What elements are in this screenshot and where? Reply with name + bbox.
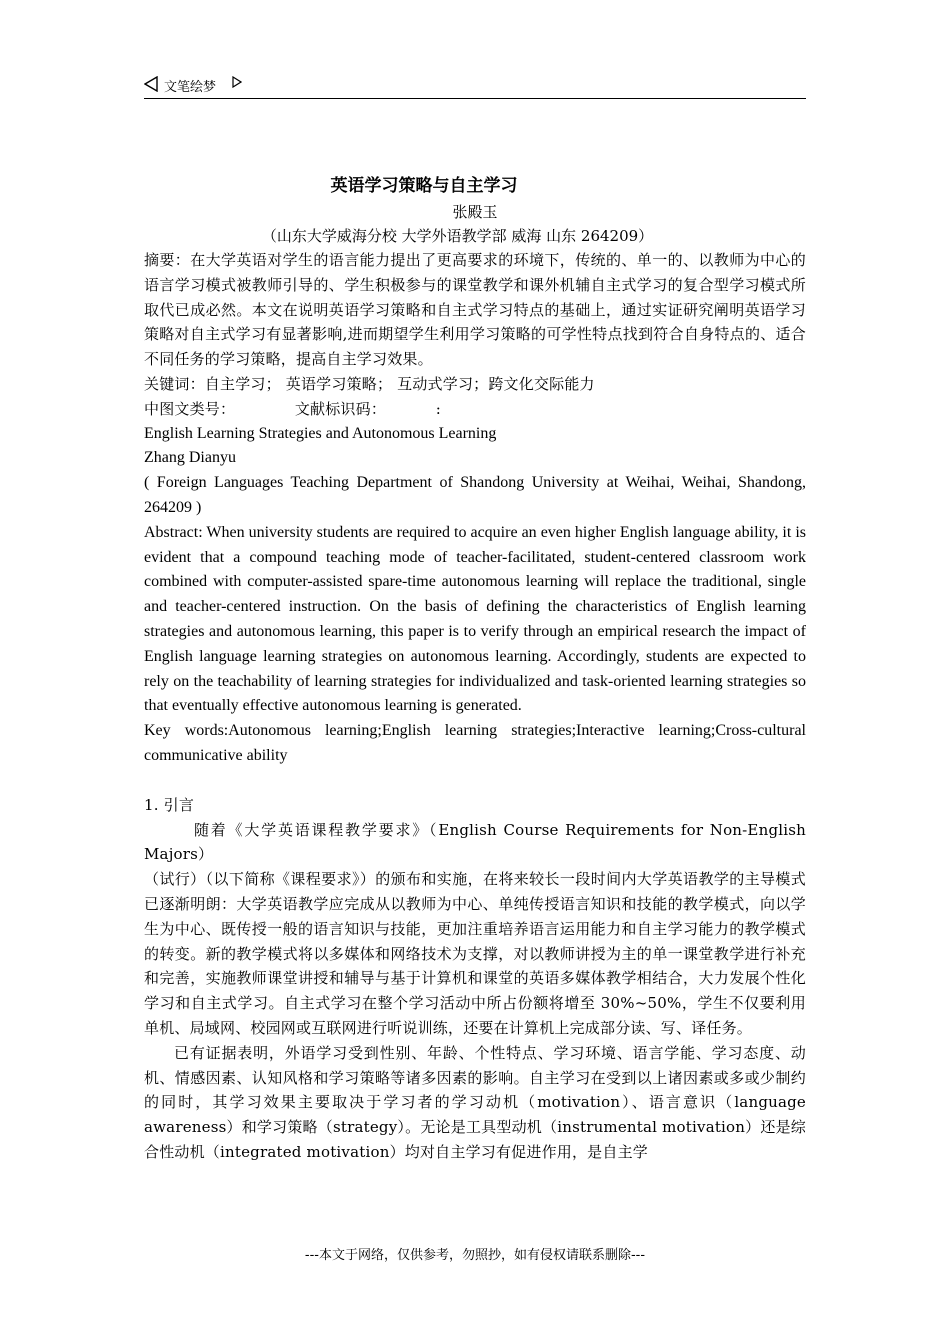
abstract-cn: 摘要：在大学英语对学生的语言能力提出了更高要求的环境下，传统的、单一的、以教师为中心的语言学习模式被教师引导的、学生积极参与的课堂教学和课外机辅自主式学习的复合型学习模式所取代已成必然。本文在说明英语学习策略和自主式学习特点的基础上，通过实证研究阐明英语学习策略对自主式学习有显著影响,进而期望学生利用学习策略的可学性特点找到符合自身特点的、适合不同任务的学习策略，提高自主学习效果。 bbox=[144, 251, 806, 369]
author-cn: 张殿玉 bbox=[452, 203, 498, 221]
page-header bbox=[144, 72, 806, 99]
keywords-cn: 关键词：自主学习； 英语学习策略； 互动式学习；跨文化交际能力 bbox=[144, 374, 595, 393]
affiliation-en: ( Foreign Languages Teaching Department of Shandong University at Weihai, Weihai, Shandong, 264209 ) bbox=[144, 474, 806, 516]
paper-title-en: English Learning Strategies and Autonomous Learning bbox=[144, 424, 497, 442]
keywords-en: Key words:Autonomous learning;English learning strategies;Interactive learning;Cross-cultural communicative ability bbox=[144, 722, 806, 764]
classification-line: 中图文类号： 文献标识码： : bbox=[144, 399, 441, 418]
section-paragraph-2: （试行）（以下简称《课程要求》）的颁布和实施，在将来较长一段时间内大学英语教学的主导模式已逐渐明朗：大学英语教学应完成从以教师为中心、单纯传授语言知识和技能的教学模式，向以学生为中心、既传授一般的语言知识与技能，更加注重培养语言运用能力和自主学习能力的教学模式的转变。新的教学模式将以多媒体和网络技术为支撑，对以教师讲授为主的单一课堂教学进行补充和完善，实施教师课堂讲授和辅导与基于计算机和课堂的英语多媒体教学相结合，大力发展个性化学习和自主式学习。自主式学习在整个学习活动中所占份额将增至 30%~50%，学生不仅要利用单机、局域网、校园网或互联网进行听说训练，还要在计算机上完成部分读、写、译任务。 bbox=[144, 870, 806, 1037]
triangle-right-icon bbox=[232, 76, 242, 88]
paper-title-cn: 英语学习策略与自主学习 bbox=[330, 176, 518, 196]
footer-note: ---本文于网络，仅供参考，勿照抄，如有侵权请联系删除--- bbox=[304, 1248, 646, 1263]
author-en: Zhang Dianyu bbox=[144, 449, 236, 467]
section-paragraph-1: 随着《大学英语课程教学要求》（English Course Requirements for Non-English Majors） bbox=[144, 820, 806, 864]
paper-body bbox=[144, 172, 806, 1165]
affiliation-cn: （山东大学威海分校 大学外语教学部 威海 山东 264209） bbox=[261, 227, 654, 245]
header-brand: 文笔绘梦 bbox=[164, 80, 217, 95]
section-paragraph-3: 已有证据表明，外语学习受到性别、年龄、个性特点、学习环境、语言学能、学习态度、动机、情感因素、认知风格和学习策略等诸多因素的影响。自主学习在受到以上诸因素或多或少制约的同时，其学习效果主要取决于学习者的学习动机（motivation）、语言意识（language awareness）和学习策略（strategy）。无论是工具型动机（instrumental motivation）还是综合性动机（integrated motivation）均对自主学习有促进作用，是自主学 bbox=[144, 1043, 806, 1161]
section-heading: 1. 引言 bbox=[144, 795, 195, 814]
triangle-left-icon bbox=[144, 76, 158, 92]
abstract-en: Abstract: When university students are required to acquire an even higher English language ability, it is evident that a compound teaching mode of teacher-facilitated, student-centered classroom work combined with computer-assisted spare-time autonomous learning will replace the traditional, single and teacher-centered instruction. On the basis of defining the characteristics of English learning strategies and autonomous learning, this paper is to verify through an empirical research the impact of English language learning strategies on autonomous learning. Accordingly, students are expected to rely on the teachability of learning strategies for individualized and task-oriented learning strategies so that eventually effective autonomous learning is generated. bbox=[144, 523, 806, 715]
